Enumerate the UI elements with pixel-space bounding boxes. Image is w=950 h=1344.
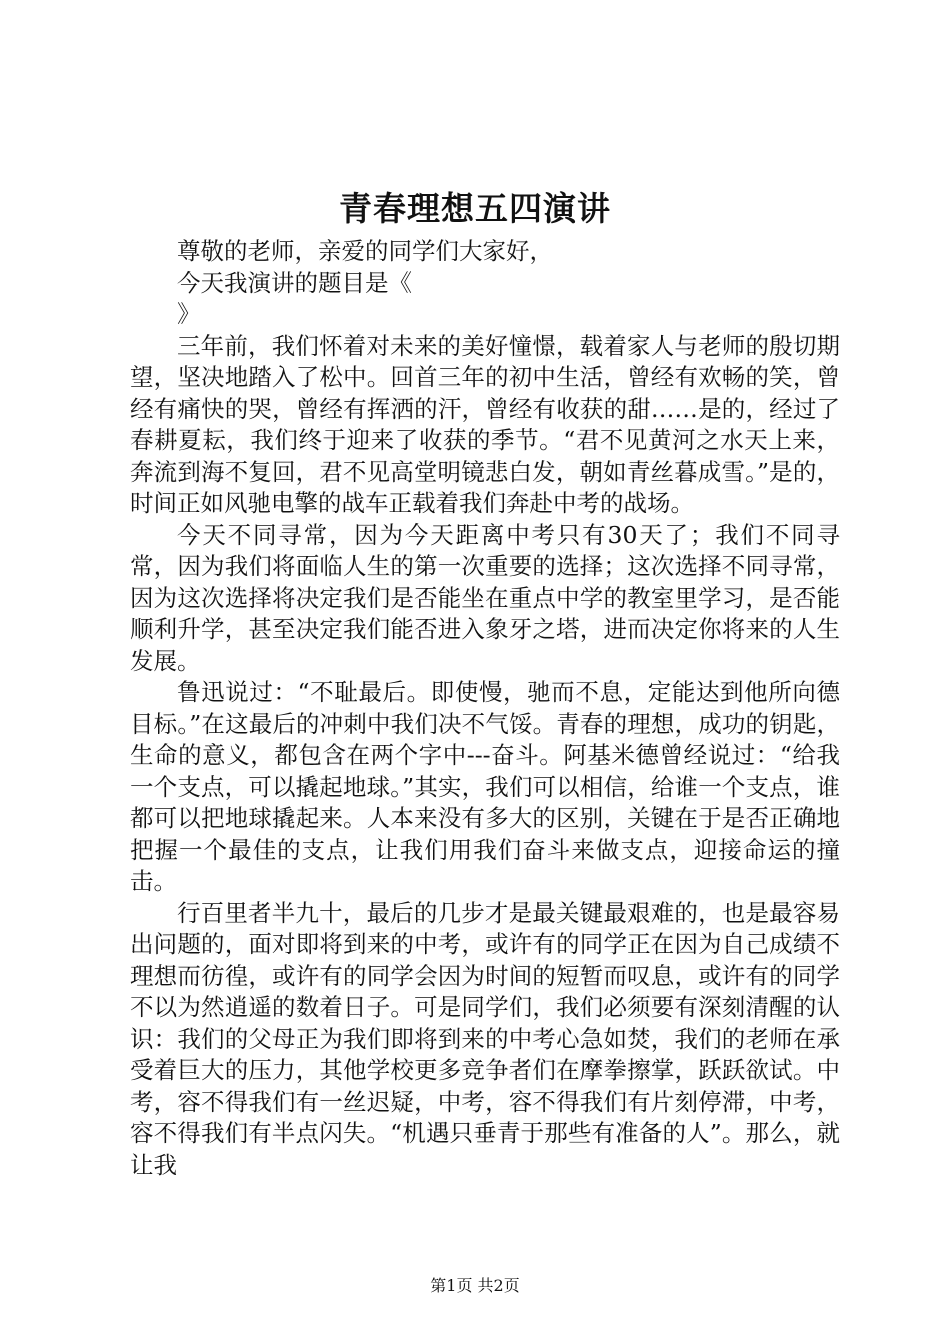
document-body bbox=[130, 236, 840, 1181]
topic-close-line: 》 bbox=[177, 300, 201, 328]
body-paragraph: 今天不同寻常，因为今天距离中考只有30天了；我们不同寻常，因为我们将面临人生的第一次重要的选择；这次选择不同寻常，因为这次选择将决定我们是否能坐在重点中学的教室里学习，是否能顺利升学，甚至决定我们能否进入象牙之塔，进而决定你将来的人生发展。 bbox=[130, 520, 840, 675]
body-paragraph: 三年前，我们怀着对未来的美好憧憬，载着家人与老师的殷切期望，坚决地踏入了松中。回首三年的初中生活，曾经有欢畅的笑，曾经有痛快的哭，曾经有挥洒的汗，曾经有收获的甜……是的，经过了春耕夏耘，我们终于迎来了收获的季节。“君不见黄河之水天上来，奔流到海不复回，君不见高堂明镜悲白发，朝如青丝暮成雪。”是的，时间正如风驰电擎的战车正载着我们奔赴中考的战场。 bbox=[130, 331, 840, 517]
body-paragraph: 行百里者半九十，最后的几步才是最关键最艰难的，也是最容易出问题的，面对即将到来的中考，或许有的同学正在因为自己成绩不理想而彷徨，或许有的同学会因为时间的短暂而叹息，或许有的同学不以为然逍遥的数着日子。可是同学们，我们必须要有深刻清醒的认识：我们的父母正为我们即将到来的中考心急如焚，我们的老师在承受着巨大的压力，其他学校更多竞争者们在摩拳擦掌，跃跃欲试。中考，容不得我们有一丝迟疑，中考，容不得我们有片刻停滞，中考，容不得我们有半点闪失。“机遇只垂青于那些有准备的人”。那么，就让我 bbox=[130, 898, 840, 1179]
page-number-footer: 第1页 共2页 bbox=[430, 1276, 520, 1295]
greeting-line: 尊敬的老师，亲爱的同学们大家好， bbox=[177, 237, 553, 265]
body-paragraph: 鲁迅说过：“不耻最后。即使慢，驰而不息，定能达到他所向德目标。”在这最后的冲刺中我们决不气馁。青春的理想，成功的钥匙，生命的意义，都包含在两个字中---奋斗。阿基米德曾经说过：“给我一个支点，可以撬起地球。”其实，我们可以相信，给谁一个支点，谁都可以把地球撬起来。人本来没有多大的区别，关键在于是否正确地把握一个最佳的支点，让我们用我们奋斗来做支点，迎接命运的撞击。 bbox=[130, 678, 840, 895]
document-title: 青春理想五四演讲 bbox=[339, 189, 611, 228]
topic-line: 今天我演讲的题目是《 bbox=[177, 268, 412, 297]
